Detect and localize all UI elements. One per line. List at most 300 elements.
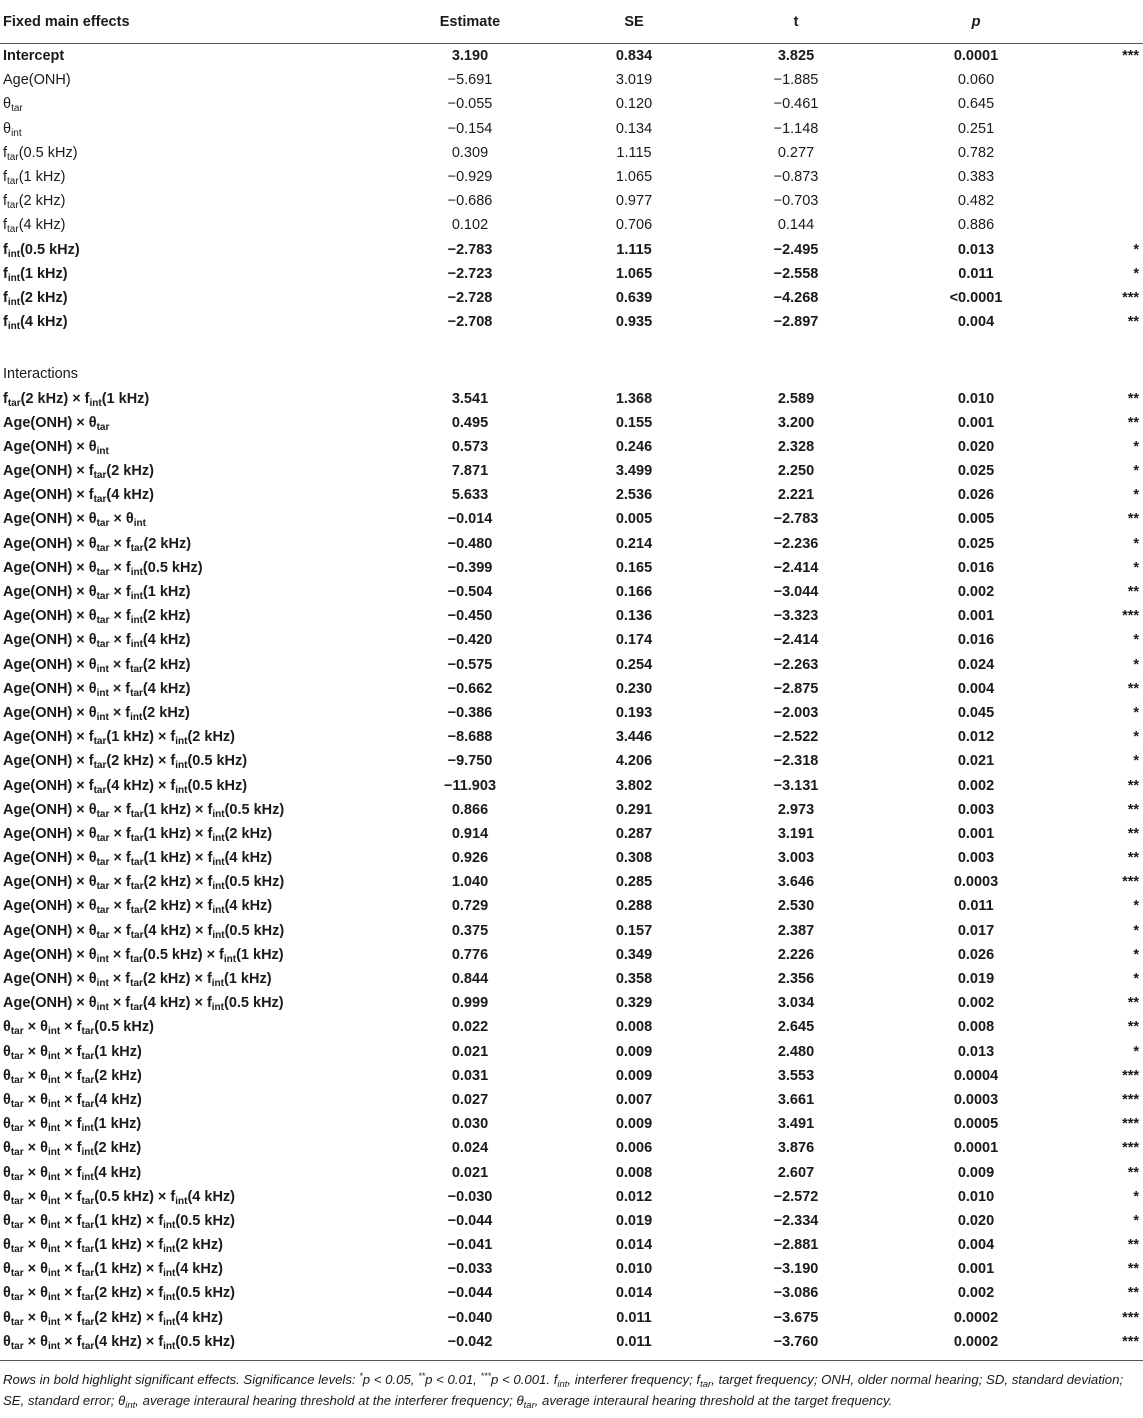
label-symbol: f [3, 314, 8, 331]
section-heading-row [0, 362, 1143, 386]
times-symbol: × [76, 946, 85, 963]
t-cell: 3.553 [777, 1067, 815, 1084]
label-symbol: θ [3, 1043, 11, 1060]
p-cell: 0.012 [957, 729, 995, 746]
label-subscript: int [7, 248, 21, 260]
p-cell: 0.004 [957, 1237, 995, 1254]
p-cell: 0.025 [957, 463, 995, 480]
se-cell: 0.014 [615, 1285, 653, 1302]
effect-cell [0, 386, 370, 410]
estimate-cell: 0.776 [451, 946, 489, 963]
effect-cell [0, 117, 370, 141]
label-frequency: (2 kHz) [18, 193, 66, 210]
label-symbol: f [3, 390, 8, 407]
se-cell: 0.010 [615, 1261, 653, 1278]
estimate-cell: −0.033 [447, 1261, 493, 1278]
significance-cell: * [1133, 922, 1139, 939]
label-frequency: (4 kHz) [94, 1091, 142, 1108]
significance-cell: * [1133, 535, 1139, 552]
effect-cell [0, 653, 370, 677]
t-cell: 2.607 [777, 1164, 815, 1181]
label-subscript: tar [130, 905, 144, 917]
label-symbol: θ [40, 1285, 48, 1302]
significance-cell: * [1133, 729, 1139, 746]
significance-cell: ** [1127, 1285, 1139, 1302]
se-cell: 0.287 [615, 825, 653, 842]
label-symbol: θ [88, 535, 97, 552]
t-cell: −2.875 [773, 680, 819, 697]
label-frequency: (0.5 kHz) [224, 874, 285, 891]
p-cell: 0.025 [957, 535, 995, 552]
se-cell: 0.329 [615, 995, 653, 1012]
footnote-text-6: , target frequency; ONH, older normal hearing; SD, standard deviation; SE, standard error; θ [3, 1371, 1124, 1408]
label-symbol: Age(ONH) [3, 971, 73, 988]
label-subscript: int [47, 1147, 61, 1159]
label-subscript: int [47, 1244, 61, 1256]
label-symbol: θ [88, 608, 97, 625]
times-symbol: × [76, 777, 85, 794]
label-subscript: tar [81, 1244, 95, 1256]
label-subscript: tar [130, 881, 144, 893]
times-symbol: × [113, 922, 122, 939]
se-cell: 0.007 [615, 1091, 653, 1108]
label-subscript: tar [10, 1074, 24, 1086]
significance-cell: ** [1127, 1261, 1139, 1278]
label-symbol: f [125, 632, 131, 649]
label-subscript: int [130, 711, 143, 723]
label-subscript: tar [130, 978, 143, 990]
estimate-cell: 0.022 [451, 1019, 489, 1036]
label-symbol: f [125, 559, 131, 576]
effect-cell [0, 92, 370, 116]
label-subscript: int [175, 784, 188, 796]
label-symbol: θ [40, 1309, 48, 1326]
footnote-text-7: , average interaural hearing threshold at the interferer frequency; θ [135, 1392, 524, 1408]
p-cell: 0.008 [957, 1019, 995, 1036]
label-symbol: f [125, 874, 131, 891]
effect-cell [0, 943, 370, 967]
table-row [0, 68, 1143, 92]
label-frequency: (0.5 kHz) [20, 241, 80, 258]
effect-cell [0, 604, 370, 628]
estimate-cell: 3.190 [451, 48, 489, 65]
significance-cell: * [1133, 898, 1139, 915]
label-symbol: f [3, 265, 8, 282]
se-cell: 0.120 [615, 96, 653, 113]
estimate-cell: 0.866 [451, 801, 489, 818]
label-subscript: int [7, 296, 21, 308]
spacer-row [0, 334, 1143, 362]
table-row [0, 749, 1143, 773]
p-cell: 0.010 [957, 1188, 995, 1205]
label-subscript: tar [130, 929, 144, 941]
times-symbol: × [27, 1067, 37, 1084]
label-symbol: f [207, 898, 213, 915]
estimate-cell: 0.914 [451, 825, 489, 842]
se-cell: 0.291 [615, 801, 653, 818]
effect-cell [0, 580, 370, 604]
significance-cell: *** [1122, 1091, 1139, 1108]
label-subscript: int [130, 566, 143, 578]
p-cell: 0.383 [957, 169, 995, 186]
label-symbol: f [76, 1212, 82, 1229]
effect-cell [0, 894, 370, 918]
p-cell: 0.009 [957, 1164, 995, 1181]
effect-cell [0, 701, 370, 725]
p-cell: 0.026 [957, 946, 995, 963]
label-symbol: Age(ONH) [3, 584, 73, 601]
label-subscript: int [163, 1219, 176, 1231]
se-cell: 0.012 [615, 1188, 653, 1205]
effect-cell [0, 919, 370, 943]
label-symbol: f [158, 1285, 164, 1302]
estimate-cell: −0.504 [447, 584, 493, 601]
t-cell: 2.226 [777, 946, 815, 963]
footnote-sub-tar: tar [700, 1378, 712, 1390]
label-symbol: f [88, 729, 94, 746]
se-cell: 0.009 [615, 1116, 653, 1133]
label-symbol: θ [3, 1285, 11, 1302]
times-symbol: × [145, 1212, 155, 1229]
label-frequency: (4 kHz) [94, 1333, 142, 1350]
significance-cell [1058, 189, 1143, 213]
label-symbol: f [3, 193, 8, 210]
p-cell: 0.001 [957, 414, 995, 431]
label-frequency: (1 kHz) [18, 169, 66, 186]
effect-cell [0, 1136, 370, 1160]
p-cell: 0.0001 [953, 1140, 999, 1157]
p-cell: 0.002 [957, 584, 995, 601]
times-symbol: × [113, 898, 122, 915]
significance-cell: * [1133, 487, 1139, 504]
label-subscript: tar [93, 760, 107, 772]
se-cell: 3.019 [615, 72, 653, 89]
effect-cell [0, 556, 370, 580]
times-symbol: × [64, 1140, 73, 1157]
label-subscript: tar [7, 224, 19, 236]
estimate-cell: −0.386 [447, 704, 493, 721]
t-cell: 3.646 [777, 874, 815, 891]
t-cell: −3.323 [773, 608, 819, 625]
label-frequency: (0.5 kHz) [142, 946, 203, 963]
estimate-cell: 5.633 [451, 487, 489, 504]
t-cell: 3.200 [777, 414, 815, 431]
table-row [0, 846, 1143, 870]
label-frequency: (1 kHz) [143, 825, 192, 842]
effect-cell [0, 967, 370, 991]
p-cell: 0.026 [957, 487, 995, 504]
label-symbol: θ [88, 922, 97, 939]
label-symbol: f [125, 850, 131, 867]
label-symbol: f [170, 729, 176, 746]
label-subscript: int [47, 1292, 61, 1304]
table-row [0, 165, 1143, 189]
effect-cell [0, 1185, 370, 1209]
label-subscript: int [133, 518, 146, 530]
se-cell: 2.536 [615, 487, 653, 504]
times-symbol: × [195, 825, 204, 842]
t-cell: −0.703 [773, 193, 819, 210]
table-row [0, 580, 1143, 604]
se-cell: 0.011 [616, 1333, 652, 1350]
times-symbol: × [145, 1261, 155, 1278]
footnote-star-1: * [359, 1370, 363, 1381]
label-symbol: f [207, 825, 213, 842]
estimate-cell: −0.030 [447, 1188, 493, 1205]
label-symbol: θ [3, 1212, 11, 1229]
label-symbol: θ [3, 1237, 11, 1254]
label-subscript: int [47, 1219, 61, 1231]
label-symbol: f [207, 850, 213, 867]
label-symbol: θ [40, 1116, 48, 1133]
label-frequency: (2 kHz) [142, 608, 191, 625]
estimate-cell: −0.575 [447, 656, 493, 673]
estimate-cell: −0.154 [447, 120, 493, 137]
p-cell: 0.024 [957, 656, 995, 673]
label-frequency: (2 kHz) [143, 874, 192, 891]
label-subscript: int [130, 615, 143, 627]
effect-cell [0, 165, 370, 189]
table-row [0, 1330, 1143, 1354]
footnote-text-5: , interferer frequency; f [567, 1371, 701, 1387]
p-cell: 0.002 [957, 995, 995, 1012]
significance-cell [1058, 165, 1143, 189]
times-symbol: × [27, 1116, 37, 1133]
p-cell: 0.011 [958, 265, 994, 282]
times-symbol: × [27, 1237, 37, 1254]
se-cell: 3.446 [615, 729, 653, 746]
label-frequency: (2 kHz) [106, 463, 154, 480]
label-symbol: θ [88, 850, 97, 867]
label-symbol: f [125, 656, 131, 673]
label-symbol: θ [88, 438, 97, 455]
times-symbol: × [145, 1237, 155, 1254]
label-frequency: (1 kHz) [236, 946, 284, 963]
label-frequency: (2 kHz) [94, 1067, 142, 1084]
p-cell: 0.020 [957, 438, 995, 455]
header-p: p [894, 0, 1058, 44]
label-frequency: (2 kHz) [143, 898, 192, 915]
significance-cell: * [1133, 753, 1139, 770]
t-cell: −3.131 [773, 777, 819, 794]
label-symbol: f [170, 1188, 176, 1205]
times-symbol: × [157, 753, 167, 770]
significance-cell: ** [1127, 314, 1139, 331]
significance-cell: *** [1122, 1067, 1139, 1084]
times-symbol: × [64, 1019, 73, 1036]
effect-cell [0, 1209, 370, 1233]
estimate-cell: 0.031 [451, 1067, 489, 1084]
estimate-cell: 3.541 [451, 390, 489, 407]
se-cell: 0.019 [615, 1212, 653, 1229]
label-symbol: θ [88, 995, 97, 1012]
label-frequency: (0.5 kHz) [18, 144, 78, 161]
label-symbol: θ [3, 1164, 11, 1181]
effect-cell [0, 846, 370, 870]
effect-cell [0, 262, 370, 286]
label-symbol: f [125, 608, 131, 625]
estimate-cell: 7.871 [451, 463, 489, 480]
times-symbol: × [112, 704, 122, 721]
label-frequency: (4 kHz) [175, 1309, 223, 1326]
se-cell: 0.246 [615, 438, 653, 455]
p-cell: 0.016 [957, 559, 995, 576]
label-symbol: f [158, 1333, 164, 1350]
t-cell: −2.414 [773, 632, 819, 649]
effect-cell [0, 459, 370, 483]
significance-cell: * [1133, 463, 1139, 480]
times-symbol: × [27, 1043, 37, 1060]
significance-cell: ** [1127, 584, 1139, 601]
label-frequency: (2 kHz) [94, 1309, 142, 1326]
estimate-cell: −2.783 [447, 241, 493, 258]
t-cell: −2.572 [773, 1188, 819, 1205]
label-frequency: (1 kHz) [106, 729, 154, 746]
label-subscript: int [11, 127, 22, 139]
se-cell: 0.288 [615, 898, 653, 915]
label-frequency: (0.5 kHz) [224, 995, 284, 1012]
label-subscript: tar [96, 566, 110, 578]
t-cell: 2.589 [777, 390, 815, 407]
label-symbol: θ [3, 1140, 11, 1157]
label-symbol: θ [88, 632, 97, 649]
label-subscript: int [96, 978, 109, 990]
p-cell: 0.0003 [953, 874, 999, 891]
label-frequency: (2 kHz) [20, 390, 69, 407]
t-cell: 3.661 [777, 1091, 815, 1108]
se-cell: 4.206 [615, 753, 653, 770]
times-symbol: × [27, 1261, 37, 1278]
label-symbol: f [158, 1212, 164, 1229]
label-subscript: int [47, 1050, 61, 1062]
label-subscript: tar [7, 151, 19, 163]
label-frequency: (1 kHz) [20, 265, 68, 282]
t-cell: −3.044 [773, 584, 819, 601]
label-subscript: tar [81, 1316, 95, 1328]
label-frequency: (4 kHz) [142, 680, 191, 697]
label-frequency: (4 kHz) [106, 777, 154, 794]
label-symbol: θ [88, 511, 97, 528]
label-subscript: int [47, 1195, 61, 1207]
se-cell: 1.368 [615, 390, 653, 407]
estimate-cell: 0.102 [451, 217, 489, 234]
label-symbol: θ [40, 1261, 48, 1278]
label-symbol: θ [40, 1019, 48, 1036]
se-cell: 0.134 [615, 120, 653, 137]
estimate-cell: 0.027 [451, 1091, 489, 1108]
label-symbol: θ [88, 559, 97, 576]
times-symbol: × [113, 874, 122, 891]
label-symbol: f [88, 753, 94, 770]
label-symbol: f [76, 1019, 82, 1036]
label-subscript: tar [130, 663, 143, 675]
label-frequency: (1 kHz) [94, 1212, 142, 1229]
label-symbol: θ [3, 1188, 11, 1205]
label-subscript: tar [10, 1244, 24, 1256]
estimate-cell: 0.309 [451, 144, 489, 161]
estimate-cell: −0.686 [447, 193, 493, 210]
label-subscript: int [47, 1098, 61, 1110]
se-cell: 0.935 [615, 314, 653, 331]
p-cell: 0.011 [958, 898, 994, 915]
p-cell: 0.016 [957, 632, 995, 649]
label-symbol: θ [40, 1333, 48, 1350]
table-row [0, 44, 1143, 69]
effect-cell [0, 507, 370, 531]
t-cell: 2.356 [777, 971, 815, 988]
label-subscript: tar [96, 639, 110, 651]
label-frequency: (1 kHz) [93, 1116, 142, 1133]
effect-cell [0, 1160, 370, 1184]
p-cell: 0.001 [957, 608, 995, 625]
se-cell: 0.155 [615, 414, 653, 431]
times-symbol: × [76, 753, 85, 770]
p-cell: 0.013 [957, 1043, 995, 1060]
label-subscript: tar [10, 1340, 24, 1352]
times-symbol: × [64, 1091, 73, 1108]
label-frequency: (4 kHz) [142, 995, 191, 1012]
significance-cell: *** [1122, 48, 1139, 65]
t-cell: 0.144 [777, 217, 815, 234]
estimate-cell: −2.728 [447, 289, 493, 306]
label-symbol: Age(ONH) [3, 801, 73, 818]
table-row [0, 870, 1143, 894]
label-symbol: f [170, 777, 176, 794]
label-symbol: Age(ONH) [3, 946, 73, 963]
label-symbol: f [76, 1188, 82, 1205]
times-symbol: × [76, 850, 85, 867]
label-symbol: f [76, 1140, 82, 1157]
t-cell: −3.190 [773, 1261, 819, 1278]
effect-cell [0, 189, 370, 213]
significance-cell: * [1133, 438, 1139, 455]
estimate-cell: −0.420 [447, 632, 493, 649]
label-subscript: tar [10, 1026, 24, 1038]
times-symbol: × [64, 1188, 73, 1205]
effect-cell [0, 286, 370, 310]
effect-cell [0, 1281, 370, 1305]
label-subscript: int [47, 1171, 61, 1183]
estimate-cell: 0.999 [451, 995, 489, 1012]
label-subscript: int [175, 736, 188, 748]
times-symbol: × [76, 487, 85, 504]
label-symbol: θ [88, 414, 97, 431]
times-symbol: × [145, 1309, 155, 1326]
times-symbol: × [112, 946, 122, 963]
times-symbol: × [76, 559, 85, 576]
label-symbol: f [76, 1164, 82, 1181]
label-subscript: int [212, 832, 225, 844]
t-cell: 2.387 [777, 922, 815, 939]
label-subscript: tar [130, 1002, 143, 1014]
effect-cell [0, 773, 370, 797]
t-cell: −2.318 [773, 753, 819, 770]
p-cell: 0.005 [957, 511, 995, 528]
table-row [0, 919, 1143, 943]
label-symbol: f [3, 241, 8, 258]
label-symbol: θ [88, 704, 97, 721]
label-symbol: f [125, 946, 131, 963]
times-symbol: × [64, 1043, 73, 1060]
label-symbol: f [76, 1285, 82, 1302]
label-frequency: (4 kHz) [142, 632, 191, 649]
significance-cell [1058, 141, 1143, 165]
label-frequency: (2 kHz) [106, 753, 154, 770]
label-subscript: tar [81, 1268, 95, 1280]
table-row [0, 822, 1143, 846]
label-symbol: θ [88, 825, 97, 842]
t-cell: −2.263 [773, 656, 819, 673]
